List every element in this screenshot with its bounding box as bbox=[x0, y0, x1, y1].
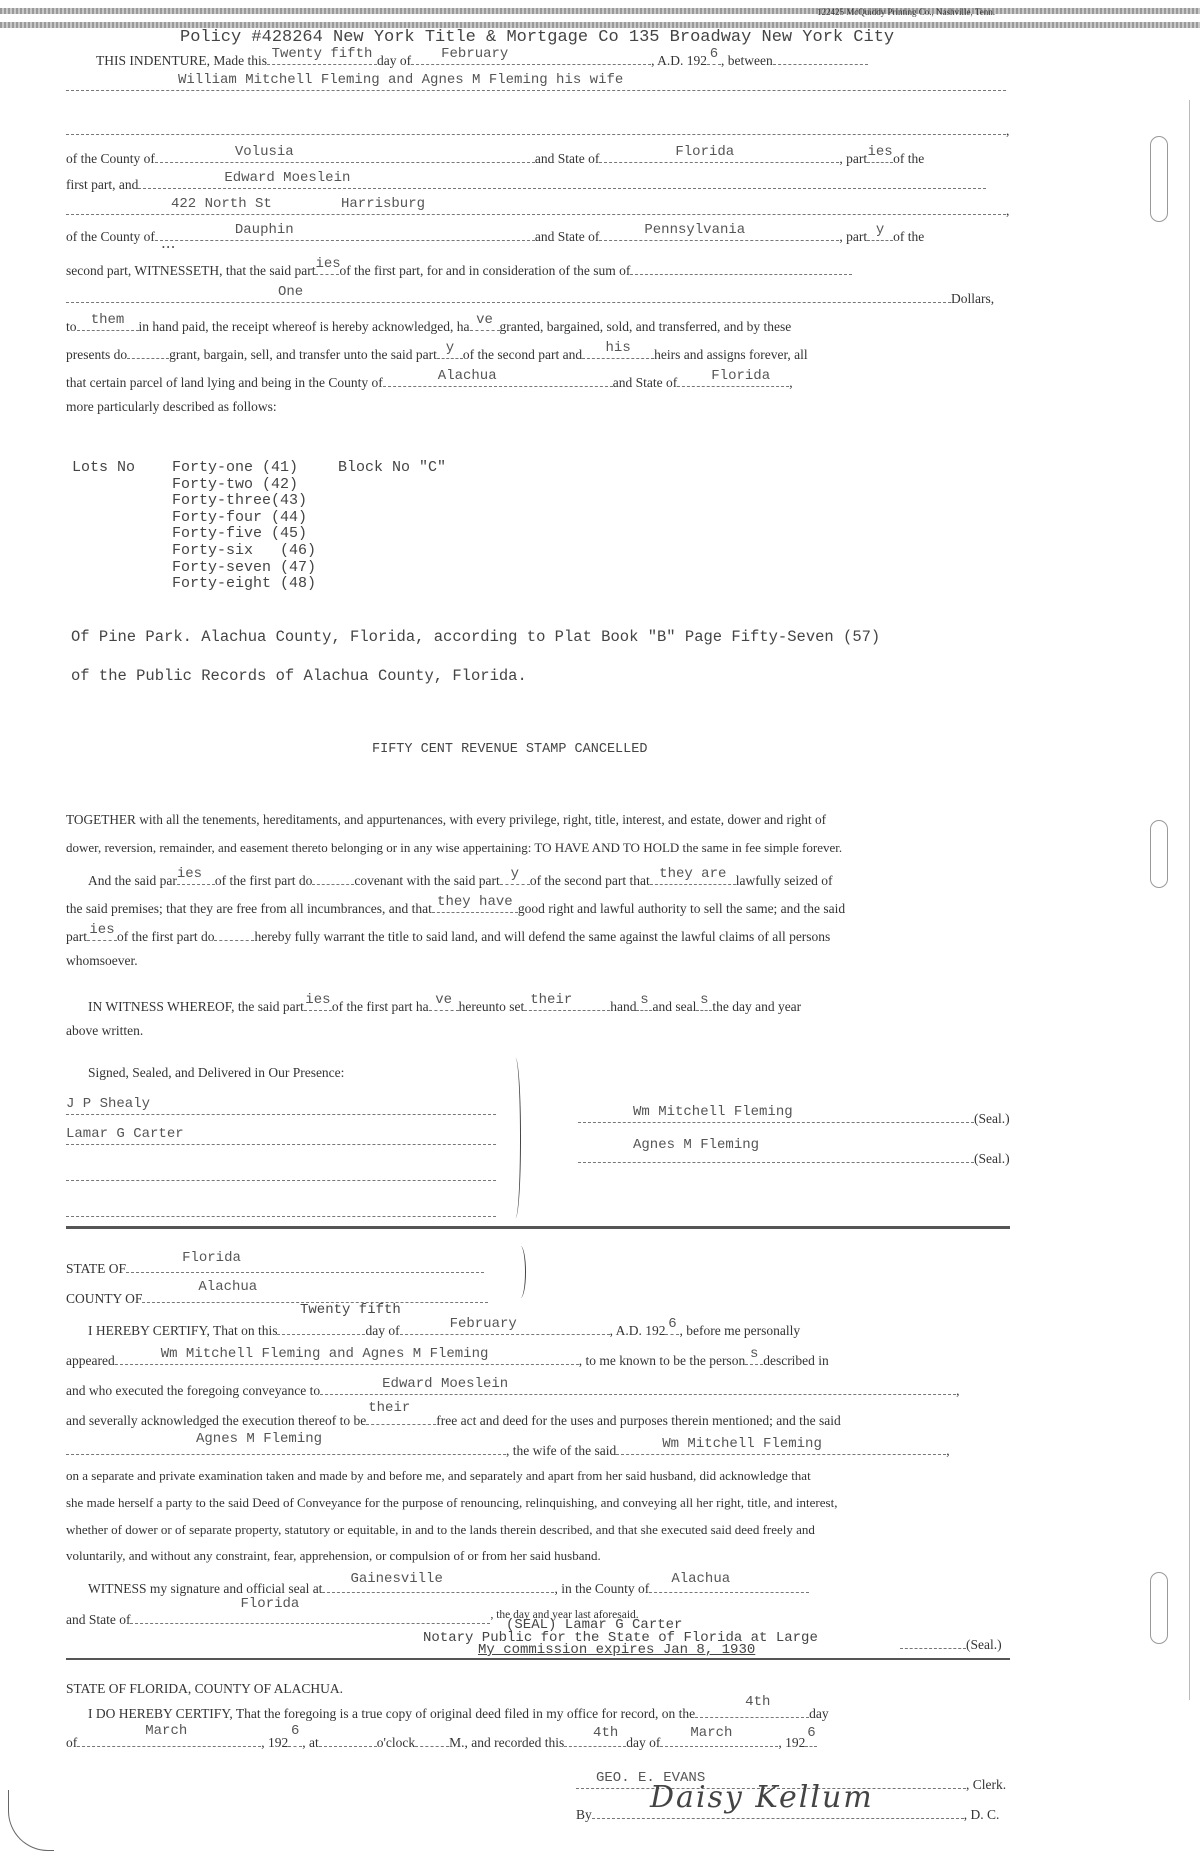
label: of the County of bbox=[66, 229, 155, 244]
label: of the first part, for and in consideration of the sum of bbox=[339, 263, 631, 278]
field-value: March bbox=[690, 1725, 733, 1741]
part-suffix[interactable] bbox=[867, 224, 893, 241]
label: and who executed the foregoing conveyance to bbox=[66, 1383, 321, 1398]
field-value: Volusia bbox=[234, 144, 294, 160]
oclock-field[interactable] bbox=[319, 1730, 377, 1747]
blank bbox=[773, 48, 868, 65]
label: COUNTY OF bbox=[66, 1291, 143, 1306]
label: part bbox=[66, 929, 87, 944]
label: first part, and bbox=[66, 177, 139, 192]
exam-line-1: on a separate and private examination taken and made by and before me, and separately and apart from her said husband, did acknowledge that bbox=[66, 1468, 811, 1483]
exam-line-4: voluntarily, and without any constraint, fear, apprehension, or compulsion of or from her said husband. bbox=[66, 1548, 601, 1563]
suffix[interactable] bbox=[304, 994, 332, 1011]
field-value: Agnes M Fleming bbox=[633, 1137, 760, 1153]
seal-label: (Seal.) bbox=[974, 1111, 1010, 1126]
label: and State of bbox=[534, 151, 600, 166]
recorded-year-field[interactable] bbox=[805, 1725, 817, 1747]
lot-item: Forty-seven (47) bbox=[172, 558, 317, 576]
ack-day-field[interactable] bbox=[277, 1318, 365, 1335]
witness-signature-2 bbox=[66, 1128, 496, 1150]
premises-line bbox=[66, 896, 845, 918]
witness-state-field[interactable] bbox=[130, 1596, 490, 1624]
covenant-line bbox=[88, 868, 833, 890]
field-value: 6 bbox=[807, 1725, 816, 1741]
label: , bbox=[956, 1383, 960, 1398]
ack-county-line bbox=[66, 1279, 488, 1308]
suffix[interactable] bbox=[87, 924, 117, 941]
witness-whereof-line bbox=[88, 994, 801, 1016]
field-value: y bbox=[445, 340, 455, 356]
blank bbox=[214, 924, 254, 941]
presents-line bbox=[66, 342, 808, 364]
field-value: ies bbox=[305, 992, 331, 1008]
suffix[interactable] bbox=[500, 868, 530, 885]
lots-label: Lots No bbox=[72, 459, 136, 476]
field-value: Edward Moeslein bbox=[224, 170, 351, 186]
grantee-line bbox=[66, 172, 986, 194]
ack-brace bbox=[515, 1246, 526, 1298]
seal-label: (Seal.) bbox=[966, 1637, 1002, 1652]
severally-field[interactable] bbox=[366, 1400, 436, 1425]
label: THIS INDENTURE, Made this bbox=[96, 53, 267, 68]
lots-description-1: Of Pine Park. Alachua County, Florida, according to Plat Book "B" Page Fifty-Seven (57) bbox=[71, 628, 881, 646]
label: in hand paid, the receipt whereof is hereby acknowledged, ha bbox=[138, 319, 470, 334]
suffix[interactable] bbox=[177, 868, 215, 885]
label: grant, bargain, sell, and transfer unto the said part bbox=[169, 347, 437, 362]
witness-city-field[interactable] bbox=[322, 1571, 554, 1593]
label: day of bbox=[626, 1735, 661, 1750]
field-value: ies bbox=[176, 866, 203, 882]
label: and State of bbox=[612, 375, 678, 390]
label: described in bbox=[763, 1353, 829, 1368]
label: , to me known to be the person bbox=[578, 1353, 746, 1368]
ack-month-field[interactable] bbox=[400, 1318, 610, 1335]
sum-line bbox=[66, 286, 994, 308]
together-line-2: dower, reversion, remainder, and easement thereto belonging or in any wise appertaining: TO HAVE AND TO HOLD the same in fee simple forever. bbox=[66, 840, 843, 855]
field-value: One bbox=[278, 284, 304, 300]
label: , 192 bbox=[261, 1735, 289, 1750]
label: By bbox=[576, 1807, 592, 1822]
label: and severally acknowledged the execution thereof to be bbox=[66, 1413, 367, 1428]
meridiem-field[interactable] bbox=[415, 1730, 449, 1747]
label: , bbox=[1006, 203, 1010, 218]
section-divider bbox=[66, 1658, 1010, 1660]
field-value: 4th bbox=[593, 1725, 619, 1741]
label: day of bbox=[365, 1323, 400, 1338]
wife-line bbox=[66, 1431, 950, 1460]
grantors-field[interactable] bbox=[66, 74, 1006, 91]
recorded-day-field[interactable] bbox=[564, 1725, 626, 1747]
ack-year-field[interactable] bbox=[665, 1318, 679, 1335]
seal-label: (Seal.) bbox=[974, 1151, 1010, 1166]
label: hereby fully warrant the title to said land, and will defend the same against the lawful claims of all persons bbox=[254, 929, 831, 944]
label: that certain parcel of land lying and being in the County of bbox=[66, 375, 383, 390]
grantee-county-field[interactable] bbox=[155, 224, 535, 241]
lot-item: Forty-eight (48) bbox=[172, 575, 317, 593]
notary-seal-label bbox=[900, 1632, 1002, 1654]
label: to bbox=[66, 319, 77, 334]
signer-1 bbox=[578, 1106, 1010, 1128]
field-value: Florida bbox=[182, 1250, 241, 1266]
label: and State of bbox=[66, 1612, 131, 1627]
field-value: Harrisburg bbox=[341, 196, 426, 212]
field-value: Florida bbox=[711, 368, 771, 384]
witness-field[interactable] bbox=[66, 1128, 496, 1145]
field-value: Wm Mitchell Fleming bbox=[662, 1436, 822, 1452]
blank bbox=[312, 868, 354, 885]
whomsoever-line: whomsoever. bbox=[66, 953, 138, 968]
field-value: Alachua bbox=[671, 1571, 731, 1587]
suffix[interactable] bbox=[636, 994, 652, 1011]
signer-field[interactable] bbox=[578, 1106, 974, 1123]
deputy-signature: Daisy Kellum bbox=[650, 1780, 874, 1815]
section-divider bbox=[66, 1226, 1010, 1229]
blank bbox=[630, 258, 852, 275]
to-whom-field[interactable] bbox=[77, 314, 139, 331]
label: covenant with the said part bbox=[354, 873, 500, 888]
field-value: February bbox=[441, 46, 509, 62]
notary-title: Notary Public for the State of Florida at Large bbox=[423, 1630, 818, 1646]
indenture-line bbox=[96, 48, 868, 70]
paid-line bbox=[66, 314, 791, 336]
witness-field[interactable] bbox=[66, 1200, 496, 1217]
field-value: Florida bbox=[240, 1596, 300, 1612]
lots-description-2: of the Public Records of Alachua County, Florida. bbox=[71, 667, 527, 685]
filed-day-field[interactable] bbox=[695, 1694, 809, 1718]
field-value: y bbox=[510, 866, 520, 882]
they-have-field[interactable] bbox=[432, 896, 518, 913]
label: , Clerk. bbox=[966, 1777, 1007, 1792]
field-value: GEO. E. EVANS bbox=[596, 1770, 706, 1786]
filed-year-field[interactable] bbox=[288, 1723, 302, 1747]
field-value: y bbox=[875, 222, 885, 238]
grantee-state-field[interactable] bbox=[599, 224, 839, 241]
field-value: ies bbox=[867, 144, 893, 160]
suffix[interactable] bbox=[470, 314, 500, 331]
label: good right and lawful authority to sell the same; and the said bbox=[517, 901, 846, 916]
label: , bbox=[1006, 123, 1010, 138]
label: of bbox=[66, 1735, 78, 1750]
field-value: his bbox=[605, 340, 631, 356]
month-field[interactable] bbox=[411, 48, 651, 65]
field-value: Gainesville bbox=[350, 1571, 443, 1587]
field-value: 6 bbox=[709, 46, 719, 62]
label: of the bbox=[893, 151, 925, 166]
margin-clip-mark bbox=[1150, 136, 1168, 222]
margin-clip-mark bbox=[1150, 820, 1168, 888]
label: the said premises; that they are free from all incumbrances, and that bbox=[66, 901, 432, 916]
label: presents do bbox=[66, 347, 128, 362]
label: , 192 bbox=[778, 1735, 806, 1750]
label: appeared bbox=[66, 1353, 115, 1368]
filed-month-field[interactable] bbox=[77, 1723, 261, 1747]
field-value: their bbox=[368, 1400, 411, 1416]
lot-item: Forty-four (44) bbox=[172, 508, 308, 526]
label: of the County of bbox=[66, 151, 155, 166]
witnesseth-line bbox=[66, 258, 852, 280]
severally-line bbox=[66, 1400, 841, 1430]
field-value: ies bbox=[315, 256, 341, 272]
label: , at bbox=[302, 1735, 319, 1750]
they-are-field[interactable] bbox=[650, 868, 736, 885]
witness-field[interactable] bbox=[66, 1164, 496, 1181]
label: lawfully seized of bbox=[735, 873, 833, 888]
label: hereunto set bbox=[458, 999, 525, 1014]
parcel-county-field[interactable] bbox=[383, 370, 613, 387]
suffix[interactable] bbox=[437, 342, 463, 359]
recording-date-line bbox=[66, 1723, 817, 1752]
field-value: Florida bbox=[675, 144, 735, 160]
label: And the said par bbox=[88, 873, 177, 888]
label: day of bbox=[376, 53, 412, 68]
policy-line: Policy #428264 New York Title & Mortgage Co 135 Broadway New York City bbox=[180, 28, 895, 47]
field-value: J P Shealy bbox=[66, 1096, 151, 1112]
printer-imprint: 122425 McQuiddy Printing Co., Nashville, Tenn. bbox=[817, 7, 995, 17]
sum-field[interactable] bbox=[66, 286, 951, 303]
described-line: more particularly described as follows: bbox=[66, 399, 277, 414]
exam-line-2: she made herself a party to the said Deed of Conveyance for the purpose of renouncing, relinquishing, and conveying all her right, title, and interest, bbox=[66, 1495, 838, 1510]
field-value: Lamar G Carter bbox=[66, 1126, 184, 1142]
part-suffix[interactable] bbox=[867, 146, 893, 163]
blank bbox=[127, 342, 169, 359]
label: STATE OF bbox=[66, 1261, 127, 1276]
label: of the bbox=[893, 229, 925, 244]
together-line-1: TOGETHER with all the tenements, hereditaments, and appurtenances, with every privilege, right, title, interest, and estate, dower and right of bbox=[66, 812, 827, 827]
margin-clip-mark bbox=[1150, 1572, 1168, 1644]
lot-item: Forty-one (41) bbox=[172, 459, 299, 476]
appeared-field[interactable] bbox=[115, 1348, 579, 1365]
field-value: their bbox=[530, 992, 573, 1008]
above-written: above written. bbox=[66, 1023, 144, 1038]
year-field[interactable] bbox=[707, 48, 721, 65]
grantors-line bbox=[66, 74, 1006, 96]
husband-field[interactable] bbox=[616, 1438, 946, 1455]
dots-mark: • • • bbox=[162, 243, 175, 252]
executed-grantee-field[interactable] bbox=[320, 1378, 956, 1395]
label: of the first part do bbox=[117, 929, 215, 944]
ack-state-field[interactable] bbox=[126, 1250, 484, 1273]
field-value: s bbox=[700, 992, 709, 1008]
field-value: ve bbox=[476, 312, 493, 328]
field-value: Twenty fifth bbox=[271, 46, 373, 62]
grantor-county-field[interactable] bbox=[155, 146, 535, 163]
parcel-line bbox=[66, 370, 793, 392]
notary-commission: My commission expires Jan 8, 1930 bbox=[478, 1642, 756, 1658]
grantor-county-line bbox=[66, 146, 924, 168]
presence-label: Signed, Sealed, and Delivered in Our Presence: bbox=[88, 1065, 345, 1080]
field-value: they are bbox=[659, 866, 727, 882]
label: of the second part that bbox=[529, 873, 650, 888]
grantee-address-line bbox=[66, 198, 1009, 220]
label: day bbox=[809, 1706, 829, 1721]
field-value: them bbox=[90, 312, 125, 328]
notary-seal-name: (SEAL) Lamar G Carter bbox=[506, 1617, 683, 1633]
appeared-line bbox=[66, 1348, 829, 1370]
blank bbox=[66, 118, 1006, 135]
witness-county-field[interactable] bbox=[649, 1571, 809, 1593]
field-value: March bbox=[145, 1723, 188, 1739]
label: , in the County of bbox=[554, 1581, 650, 1596]
field-value: 422 North St bbox=[171, 196, 272, 212]
label: WITNESS my signature and official seal at bbox=[88, 1581, 323, 1596]
header-band-top bbox=[0, 8, 1200, 14]
field-value: Edward Moeslein bbox=[382, 1376, 509, 1392]
label: free act and deed for the uses and purposes therein mentioned; and the said bbox=[436, 1413, 841, 1428]
certify-line bbox=[88, 1318, 800, 1340]
witness-signature-1 bbox=[66, 1098, 496, 1120]
suffix[interactable] bbox=[696, 994, 712, 1011]
label: , the wife of the said bbox=[506, 1443, 617, 1458]
field-value: William Mitchell Fleming and Agnes M Fleming his wife bbox=[178, 72, 624, 88]
lot-item: Forty-six (46) bbox=[172, 542, 317, 559]
label: I DO HEREBY CERTIFY, That the foregoing is a true copy of original deed filed in my office for record, on the bbox=[88, 1706, 696, 1721]
lot-item: Forty-five (45) bbox=[172, 525, 308, 543]
field-value: ve bbox=[435, 992, 453, 1008]
label: the day and year bbox=[712, 999, 802, 1014]
block-label: Block No "C" bbox=[338, 459, 447, 476]
witness-field[interactable] bbox=[66, 1098, 496, 1115]
parcel-state-field[interactable] bbox=[677, 370, 789, 387]
witness-signature-3 bbox=[66, 1164, 496, 1186]
ack-state-line bbox=[66, 1250, 484, 1278]
label: , bbox=[946, 1443, 950, 1458]
label: and seal bbox=[652, 999, 697, 1014]
page-edge-right bbox=[1189, 100, 1190, 1700]
field-value: February bbox=[449, 1316, 517, 1332]
signer-2 bbox=[578, 1137, 1010, 1168]
blank-line bbox=[66, 118, 1009, 140]
ack-county-field[interactable] bbox=[142, 1279, 488, 1303]
wife-field[interactable] bbox=[66, 1431, 506, 1455]
label: , D. C. bbox=[963, 1807, 1000, 1822]
executed-line bbox=[66, 1378, 960, 1400]
label: granted, bargained, sold, and transferred, and by these bbox=[499, 319, 792, 334]
pronoun-field[interactable] bbox=[582, 342, 654, 359]
signer-field[interactable] bbox=[578, 1137, 974, 1163]
part-suffix[interactable] bbox=[315, 258, 339, 275]
recorded-month-field[interactable] bbox=[660, 1725, 778, 1747]
witness-signature-4 bbox=[66, 1200, 496, 1222]
label: , bbox=[789, 375, 793, 390]
warrant-line bbox=[66, 924, 830, 946]
label: of the second part and bbox=[462, 347, 583, 362]
label: , between bbox=[721, 53, 773, 68]
label: , before me personally bbox=[679, 1323, 801, 1338]
ack-day-value: Twenty fifth bbox=[300, 1302, 401, 1318]
lot-item: Forty-three(43) bbox=[172, 492, 308, 510]
their-field[interactable] bbox=[524, 994, 610, 1011]
grantee-county-line bbox=[66, 224, 924, 246]
field-value: 6 bbox=[291, 1723, 300, 1739]
label: of the first part ha bbox=[331, 999, 429, 1014]
label: I HEREBY CERTIFY, That on this bbox=[88, 1323, 278, 1338]
grantor-state-field[interactable] bbox=[599, 146, 839, 163]
label: Dollars, bbox=[951, 291, 995, 306]
label: of the first part do bbox=[214, 873, 313, 888]
field-value: Agnes M Fleming bbox=[196, 1431, 323, 1447]
label: heirs and assigns forever, all bbox=[654, 347, 808, 362]
label: , part bbox=[839, 229, 868, 244]
field-value: Wm Mitchell Fleming and Agnes M Fleming bbox=[160, 1346, 489, 1362]
label: , the day and year last aforesaid. bbox=[490, 1609, 639, 1621]
field-value: Dauphin bbox=[234, 222, 294, 238]
label: o'clock bbox=[376, 1735, 416, 1750]
grantee-field[interactable] bbox=[138, 172, 986, 189]
field-value: Pennsylvania bbox=[644, 222, 746, 238]
day-field[interactable] bbox=[267, 48, 377, 65]
label: , A.D. 192 bbox=[651, 53, 707, 68]
blank bbox=[900, 1632, 966, 1649]
field-value: s bbox=[640, 992, 649, 1008]
label: hand bbox=[610, 999, 637, 1014]
page-edge-left bbox=[8, 1790, 54, 1851]
suffix[interactable] bbox=[429, 994, 459, 1011]
label: second part, WITNESSETH, that the said part bbox=[66, 263, 316, 278]
signature-brace bbox=[510, 1058, 521, 1218]
label: and State of bbox=[534, 229, 600, 244]
label: M., and recorded this bbox=[449, 1735, 565, 1750]
field-value: Alachua bbox=[437, 368, 497, 384]
field-value: 4th bbox=[745, 1694, 771, 1710]
grantee-address-field[interactable] bbox=[66, 198, 1006, 215]
field-value: ies bbox=[89, 922, 115, 938]
field-value: Wm Mitchell Fleming bbox=[633, 1104, 793, 1120]
recording-heading: STATE OF FLORIDA, COUNTY OF ALACHUA. bbox=[66, 1681, 344, 1696]
lot-item: Forty-two (42) bbox=[172, 475, 299, 493]
suffix[interactable] bbox=[745, 1348, 763, 1365]
stamp-note: FIFTY CENT REVENUE STAMP CANCELLED bbox=[372, 742, 648, 757]
field-value: they have bbox=[437, 894, 513, 910]
exam-line-3: whether of dower or of separate property, statutory or equitable, in and to the lands therein described, and that she executed said deed freely and bbox=[66, 1522, 815, 1537]
field-value: Alachua bbox=[198, 1279, 258, 1295]
label: , A.D. 192 bbox=[609, 1323, 666, 1338]
recording-certify-line bbox=[88, 1694, 829, 1723]
label: , part bbox=[839, 151, 868, 166]
field-value: 6 bbox=[668, 1316, 677, 1332]
field-value: s bbox=[750, 1346, 759, 1362]
label: IN WITNESS WHEREOF, the said part bbox=[88, 999, 304, 1014]
